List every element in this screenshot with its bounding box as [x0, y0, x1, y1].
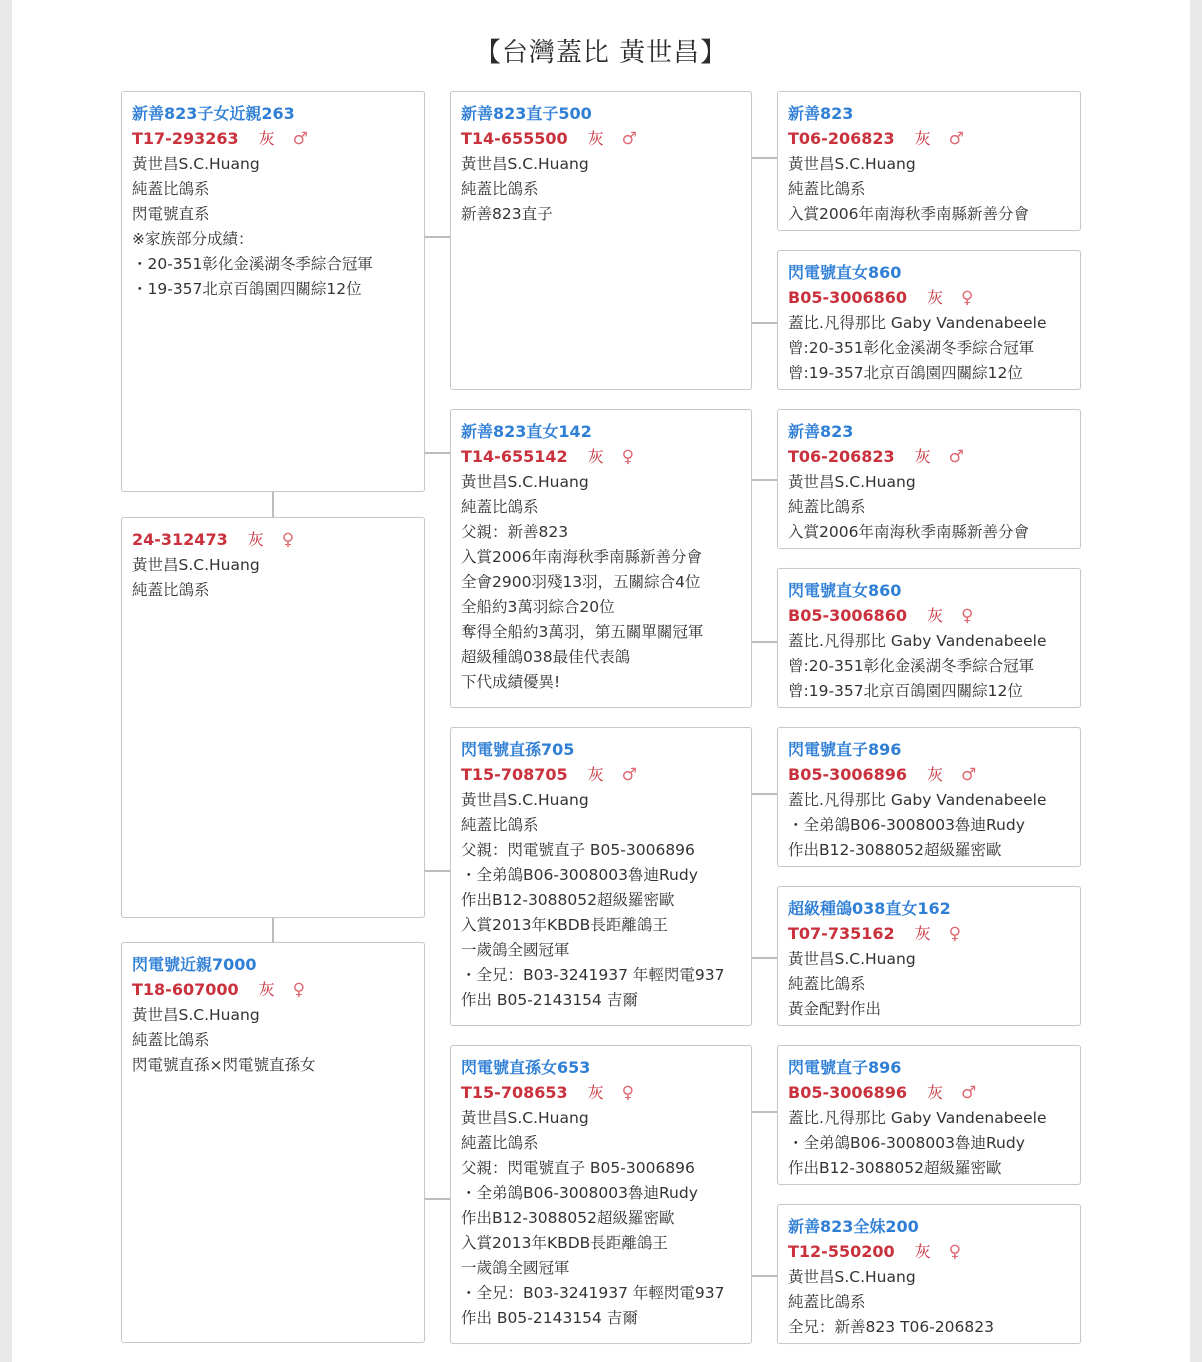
info-line: ・19-357北京百鴿園四關綜12位	[132, 280, 362, 298]
pedigree-card-gen3	[777, 1045, 1081, 1185]
info-line: 全船約3萬羽綜合20位	[461, 598, 615, 616]
color-label: 灰	[927, 1083, 944, 1102]
ring-line	[461, 126, 741, 152]
connector	[425, 1198, 450, 1200]
female-icon: ♀	[621, 1083, 635, 1103]
color-label: 灰	[587, 1083, 604, 1102]
pigeon-name: 新善823	[788, 104, 854, 123]
pedigree-card-gen2	[450, 91, 752, 390]
info-line: 作出B12-3088052超級羅密歐	[461, 1209, 675, 1227]
pigeon-name: 新善823直子500	[461, 104, 592, 123]
pigeon-name: 閃電號直女860	[788, 263, 902, 282]
connector	[752, 641, 777, 643]
ring-number: T15-708705	[461, 765, 568, 784]
info-line: 作出B12-3088052超級羅密歐	[788, 841, 1002, 859]
info-line: 純蓋比鴿系	[788, 180, 866, 198]
color-label: 灰	[258, 129, 275, 148]
ring-number: T17-293263	[132, 129, 239, 148]
ring-line	[788, 921, 1070, 947]
ring-line	[788, 126, 1070, 152]
pigeon-name: 閃電號直子896	[788, 1058, 902, 1077]
info-line: 純蓋比鴿系	[788, 1293, 866, 1311]
info-line: 黃世昌S.C.Huang	[132, 155, 260, 173]
info-line: 作出B12-3088052超級羅密歐	[461, 891, 675, 909]
pedigree-card-gen2	[450, 1045, 752, 1344]
info-line: 黃金配對作出	[788, 1000, 882, 1018]
info-line: ※家族部分成績：	[132, 230, 254, 248]
info-line: 入賞2006年南海秋季南縣新善分會	[788, 523, 1029, 541]
ring-line	[788, 1080, 1070, 1106]
info-line: 純蓋比鴿系	[132, 581, 210, 599]
color-label: 灰	[247, 530, 264, 549]
info-line: 入賞2013年KBDB長距離鴿王	[461, 916, 668, 934]
ring-number: B05-3006860	[788, 288, 908, 307]
female-icon: ♀	[281, 530, 295, 550]
ring-line	[788, 1239, 1070, 1265]
ring-number: T14-655142	[461, 447, 568, 466]
connector	[752, 1111, 777, 1113]
male-icon: ♂	[621, 129, 637, 149]
male-icon: ♂	[292, 129, 308, 149]
pedigree-card-dam	[121, 942, 425, 1343]
pigeon-name: 新善823子女近親263	[132, 104, 295, 123]
pigeon-name: 閃電號直孫女653	[461, 1058, 591, 1077]
info-line: 入賞2006年南海秋季南縣新善分會	[461, 548, 702, 566]
pedigree-card-gen3	[777, 91, 1081, 231]
pedigree-card-gen3	[777, 1204, 1081, 1344]
connector	[752, 957, 777, 959]
info-line: ・全弟鴿B06-3008003魯迪Rudy	[788, 816, 1025, 834]
info-line: 純蓋比鴿系	[788, 975, 866, 993]
info-line: 一歲鴿全國冠軍	[461, 1259, 570, 1277]
ring-line	[788, 603, 1070, 629]
ring-line	[132, 126, 414, 152]
connector	[752, 322, 777, 324]
ring-number: B05-3006896	[788, 765, 908, 784]
page-title: 【台灣蓋比 黃世昌】	[474, 38, 728, 68]
ring-line	[132, 527, 414, 553]
ring-number: B05-3006860	[788, 606, 908, 625]
color-label: 灰	[587, 129, 604, 148]
info-line: 黃世昌S.C.Huang	[788, 950, 916, 968]
ring-line	[461, 762, 741, 788]
connector	[272, 917, 274, 942]
ring-line	[788, 762, 1070, 788]
info-line: 純蓋比鴿系	[461, 1134, 539, 1152]
info-line: 超級種鴿038最佳代表鴿	[461, 648, 631, 666]
ring-line	[132, 977, 414, 1003]
info-line: 作出 B05-2143154 吉爾	[461, 1309, 638, 1327]
color-label: 灰	[914, 129, 931, 148]
female-icon: ♀	[948, 924, 962, 944]
info-line: 黃世昌S.C.Huang	[132, 556, 260, 574]
color-label: 灰	[927, 765, 944, 784]
info-line: 曾:20-351彰化金溪湖冬季綜合冠軍	[788, 339, 1035, 357]
pedigree-card-gen3	[777, 727, 1081, 867]
info-line: ・全弟鴿B06-3008003魯迪Rudy	[788, 1134, 1025, 1152]
info-line: 閃電號直孫×閃電號直孫女	[132, 1056, 316, 1074]
info-line: 黃世昌S.C.Huang	[461, 473, 589, 491]
color-label: 灰	[927, 606, 944, 625]
info-line: 純蓋比鴿系	[788, 498, 866, 516]
pedigree-card-gen2	[450, 727, 752, 1026]
ring-line	[461, 1080, 741, 1106]
pedigree-card-gen2	[450, 409, 752, 708]
pedigree-card-gen3	[777, 886, 1081, 1026]
info-line: 黃世昌S.C.Huang	[788, 473, 916, 491]
ring-line	[788, 285, 1070, 311]
male-icon: ♂	[961, 765, 977, 785]
info-line: 父親：新善823	[461, 523, 569, 541]
connector	[425, 452, 450, 454]
info-line: 黃世昌S.C.Huang	[788, 155, 916, 173]
ring-number: 24-312473	[132, 530, 228, 549]
female-icon: ♀	[621, 447, 635, 467]
connector	[752, 793, 777, 795]
ring-number: T06-206823	[788, 129, 895, 148]
info-line: 新善823直子	[461, 205, 553, 223]
info-line: 入賞2006年南海秋季南縣新善分會	[788, 205, 1029, 223]
pedigree-card-subject	[121, 91, 425, 492]
info-line: 曾:19-357北京百鴿園四關綜12位	[788, 364, 1023, 382]
pedigree-card-gen3	[777, 409, 1081, 549]
info-line: 黃世昌S.C.Huang	[461, 155, 589, 173]
male-icon: ♂	[948, 447, 964, 467]
pigeon-name: 閃電號近親7000	[132, 955, 257, 974]
info-line: 父親：閃電號直子 B05-3006896	[461, 1159, 695, 1177]
female-icon: ♀	[292, 980, 306, 1000]
ring-line	[788, 444, 1070, 470]
female-icon: ♀	[948, 1242, 962, 1262]
ring-number: T18-607000	[132, 980, 239, 999]
info-line: 下代成績優異!	[461, 673, 561, 691]
pigeon-name: 閃電號直孫705	[461, 740, 575, 759]
female-icon: ♀	[961, 606, 974, 626]
ring-number: T14-655500	[461, 129, 568, 148]
info-line: 閃電號直系	[132, 205, 210, 223]
info-line: 奪得全船約3萬羽，第五關單關冠軍	[461, 623, 704, 641]
color-label: 灰	[914, 1242, 931, 1261]
pigeon-name: 閃電號直子896	[788, 740, 902, 759]
info-line: ・全弟鴿B06-3008003魯迪Rudy	[461, 1184, 698, 1202]
info-line: ・20-351彰化金溪湖冬季綜合冠軍	[132, 255, 373, 273]
info-line: 曾:19-357北京百鴿園四關綜12位	[788, 682, 1023, 700]
info-line: ・全兄：B03-3241937 年輕閃電937	[461, 1284, 725, 1302]
pedigree-card-gen3	[777, 250, 1081, 390]
info-line: 黃世昌S.C.Huang	[788, 1268, 916, 1286]
connector	[272, 491, 274, 517]
color-label: 灰	[587, 447, 604, 466]
male-icon: ♂	[948, 129, 964, 149]
pigeon-name: 超級種鴿038直女162	[788, 899, 951, 918]
info-line: 蓋比.凡得那比 Gaby Vandenabeele	[788, 1109, 1047, 1127]
connector	[752, 479, 777, 481]
connector	[752, 157, 777, 159]
info-line: 全兄：新善823 T06-206823	[788, 1318, 994, 1336]
info-line: 全會2900羽殘13羽，五關綜合4位	[461, 573, 701, 591]
info-line: 蓋比.凡得那比 Gaby Vandenabeele	[788, 314, 1047, 332]
info-line: 作出B12-3088052超級羅密歐	[788, 1159, 1002, 1177]
info-line: 純蓋比鴿系	[461, 816, 539, 834]
info-line: 純蓋比鴿系	[132, 1031, 210, 1049]
male-icon: ♂	[621, 765, 637, 785]
male-icon: ♂	[961, 1083, 977, 1103]
color-label: 灰	[914, 924, 931, 943]
pigeon-name: 新善823全妹200	[788, 1217, 919, 1236]
info-line: ・全弟鴿B06-3008003魯迪Rudy	[461, 866, 698, 884]
ring-number: T15-708653	[461, 1083, 568, 1102]
pigeon-name: 新善823直女142	[461, 422, 592, 441]
color-label: 灰	[927, 288, 944, 307]
info-line: 蓋比.凡得那比 Gaby Vandenabeele	[788, 791, 1047, 809]
info-line: 父親：閃電號直子 B05-3006896	[461, 841, 695, 859]
info-line: 黃世昌S.C.Huang	[132, 1006, 260, 1024]
info-line: 純蓋比鴿系	[461, 180, 539, 198]
pigeon-name: 閃電號直女860	[788, 581, 902, 600]
info-line: 作出 B05-2143154 吉爾	[461, 991, 638, 1009]
ring-number: T12-550200	[788, 1242, 895, 1261]
connector	[752, 1275, 777, 1277]
ring-number: T06-206823	[788, 447, 895, 466]
pedigree-card-sire	[121, 517, 425, 918]
pigeon-name: 新善823	[788, 422, 854, 441]
info-line: 純蓋比鴿系	[461, 498, 539, 516]
ring-number: T07-735162	[788, 924, 895, 943]
ring-number: B05-3006896	[788, 1083, 908, 1102]
info-line: 純蓋比鴿系	[132, 180, 210, 198]
connector	[425, 236, 450, 238]
connector	[425, 870, 450, 872]
color-label: 灰	[587, 765, 604, 784]
info-line: 黃世昌S.C.Huang	[461, 791, 589, 809]
info-line: 入賞2013年KBDB長距離鴿王	[461, 1234, 668, 1252]
color-label: 灰	[914, 447, 931, 466]
ring-line	[461, 444, 741, 470]
color-label: 灰	[258, 980, 275, 999]
female-icon: ♀	[961, 288, 974, 308]
info-line: 一歲鴿全國冠軍	[461, 941, 570, 959]
info-line: ・全兄：B03-3241937 年輕閃電937	[461, 966, 725, 984]
info-line: 蓋比.凡得那比 Gaby Vandenabeele	[788, 632, 1047, 650]
info-line: 黃世昌S.C.Huang	[461, 1109, 589, 1127]
info-line: 曾:20-351彰化金溪湖冬季綜合冠軍	[788, 657, 1035, 675]
pedigree-card-gen3	[777, 568, 1081, 708]
